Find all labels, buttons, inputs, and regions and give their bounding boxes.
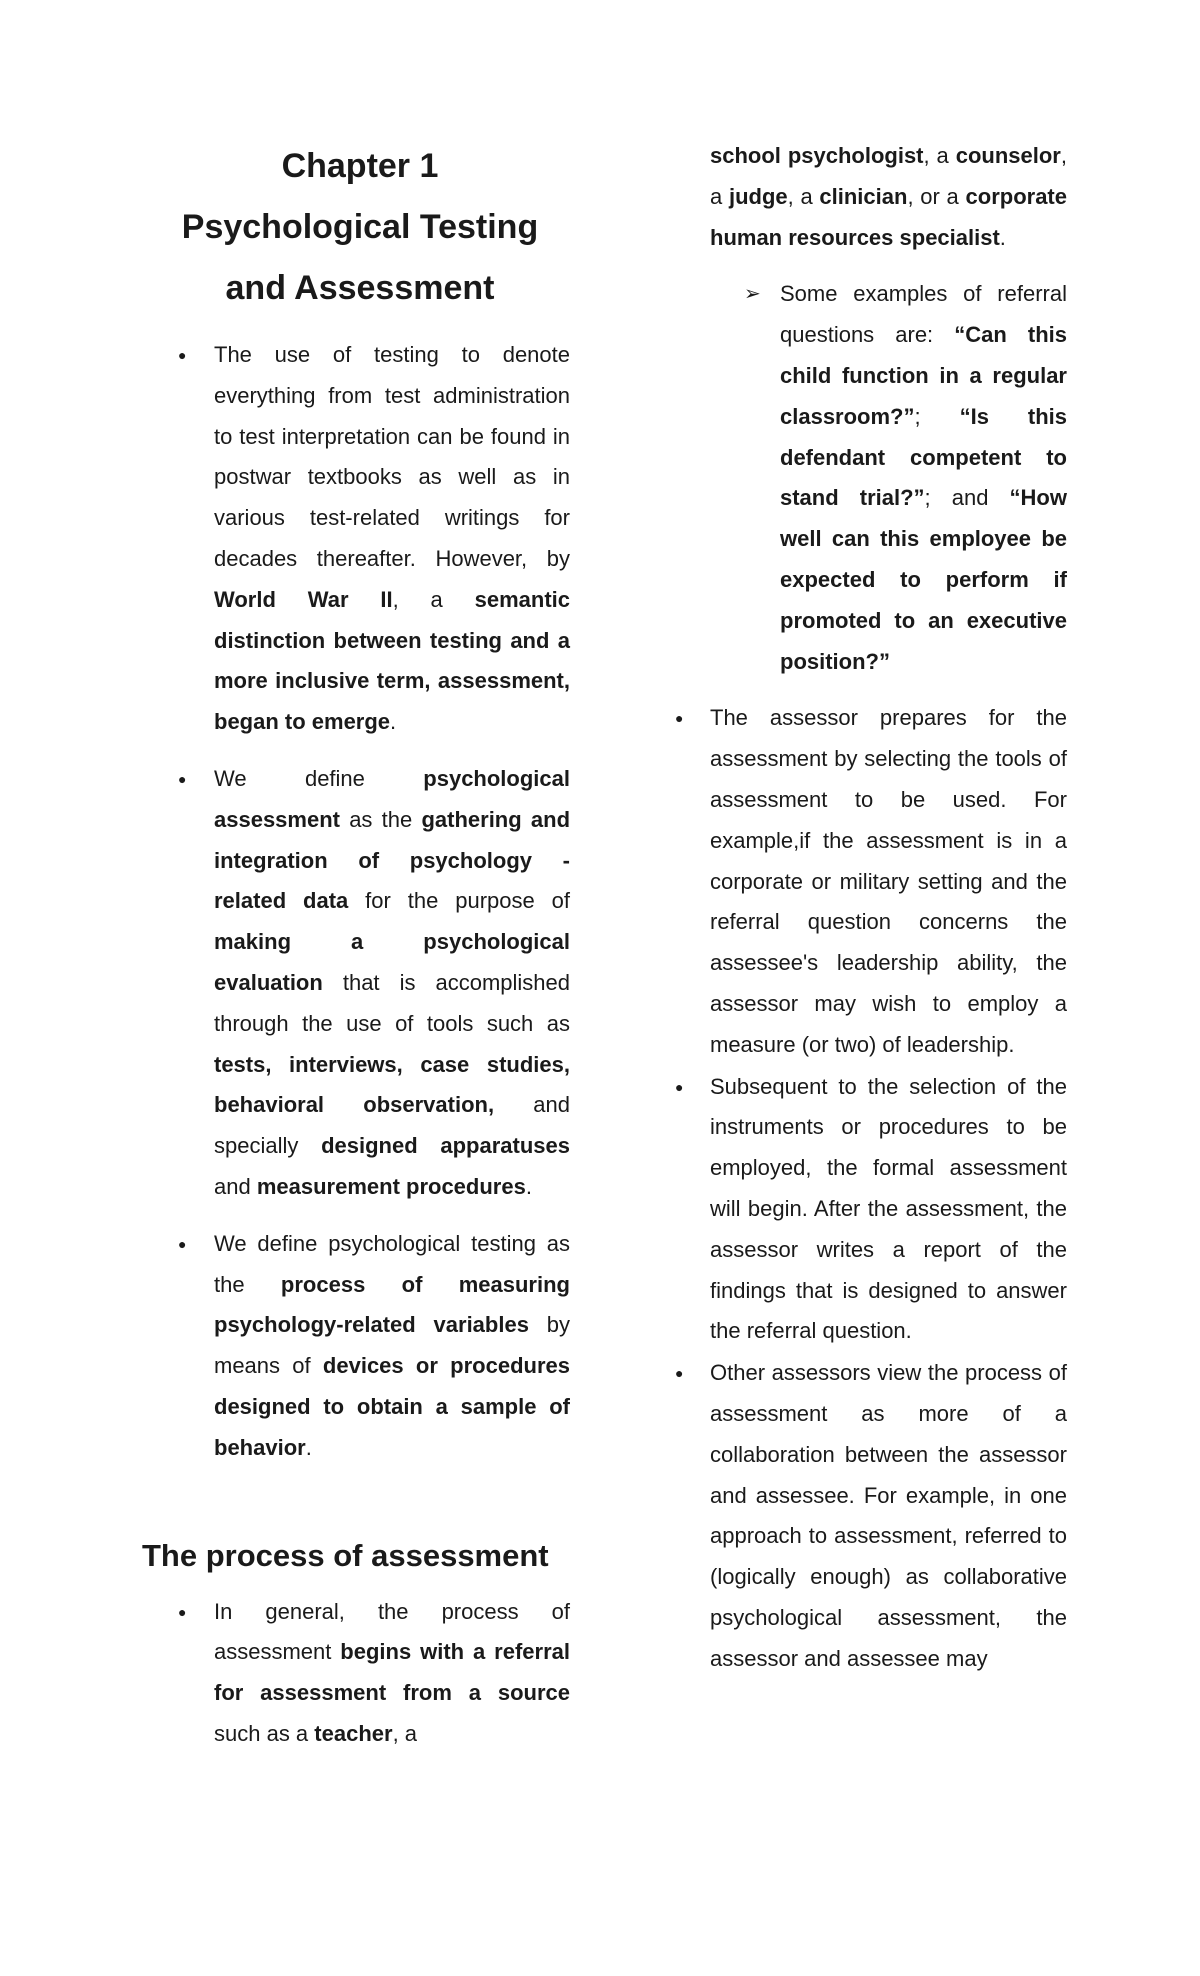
- chapter-title-line-2: and Assessment: [225, 269, 495, 307]
- section-heading: The process of assessment: [142, 1537, 549, 1573]
- bullet-formal-assessment: ● Subsequent to the selection of the instruments or procedures to be employed, the formal assessment will begin. After the assessment, the assessor writes a report of the findings that is designed to answer the referral question.: [672, 1067, 1067, 1353]
- chapter-title-line-1: Psychological Testing: [181, 208, 539, 246]
- right-column: [672, 136, 1067, 1679]
- bullet-referral: ● In general, the process of assessment begins with a referral for assessment from a source such as a teacher, a: [138, 1592, 570, 1755]
- bullet-testing-history: ● The use of testing to denote everything from test administration to test interpretation can be found in postwar textbooks as well as in various test-related writings for decades thereafter. However, by World War II, a semantic distinction between testing and a more inclusive term, assessment, began to emerge.: [138, 335, 570, 743]
- chapter-number: Chapter 1: [281, 147, 439, 185]
- bullet-assessment-definition: ● We define psychological assessment as the gathering and integration of psychology - related data for the purpose of making a psychological evaluation that is accomplished through the use of tools such as tests, interviews, case studies, behavioral observation, and specially designed apparatuses and measurement procedures.: [138, 759, 570, 1208]
- intro-bullet-list: [138, 335, 570, 1469]
- arrow-bullet-icon: ➢: [744, 283, 761, 306]
- bullet-testing-definition: ● We define psychological testing as the process of measuring psychology-related variables by means of devices or procedures designed to obtain a sample of behavior.: [138, 1224, 570, 1469]
- chapter-title: [150, 136, 570, 319]
- referral-sources-continuation: school psychologist, a counselor, a judge, a clinician, or a corporate human resources specialist.: [710, 143, 1067, 250]
- process-bullet-list: [138, 1592, 570, 1755]
- bullet-collaborative-assessment: ● Other assessors view the process of assessment as more of a collaboration between the assessor and assessee. For example, in one approach to assessment, referred to (logically enough) as collaborative psychological assessment, the assessor and assessee may: [672, 1353, 1067, 1679]
- left-column: [138, 136, 570, 1755]
- bullet-assessor-prepares: ● The assessor prepares for the assessment by selecting the tools of assessment to be used. For example,if the assessment is in a corporate or military setting and the referral question concerns the assessee's leadership ability, the assessor may wish to employ a measure (or two) of leadership.: [672, 698, 1067, 1065]
- assessor-bullet-list: [672, 698, 1067, 1679]
- referral-questions-subbullet: ➢ Some examples of referral questions are: “Can this child function in a regular classroom?”; “Is this defendant competent to stand trial?”; and “How well can this employee be expected to perform if promoted to an executive position?”: [780, 274, 1067, 682]
